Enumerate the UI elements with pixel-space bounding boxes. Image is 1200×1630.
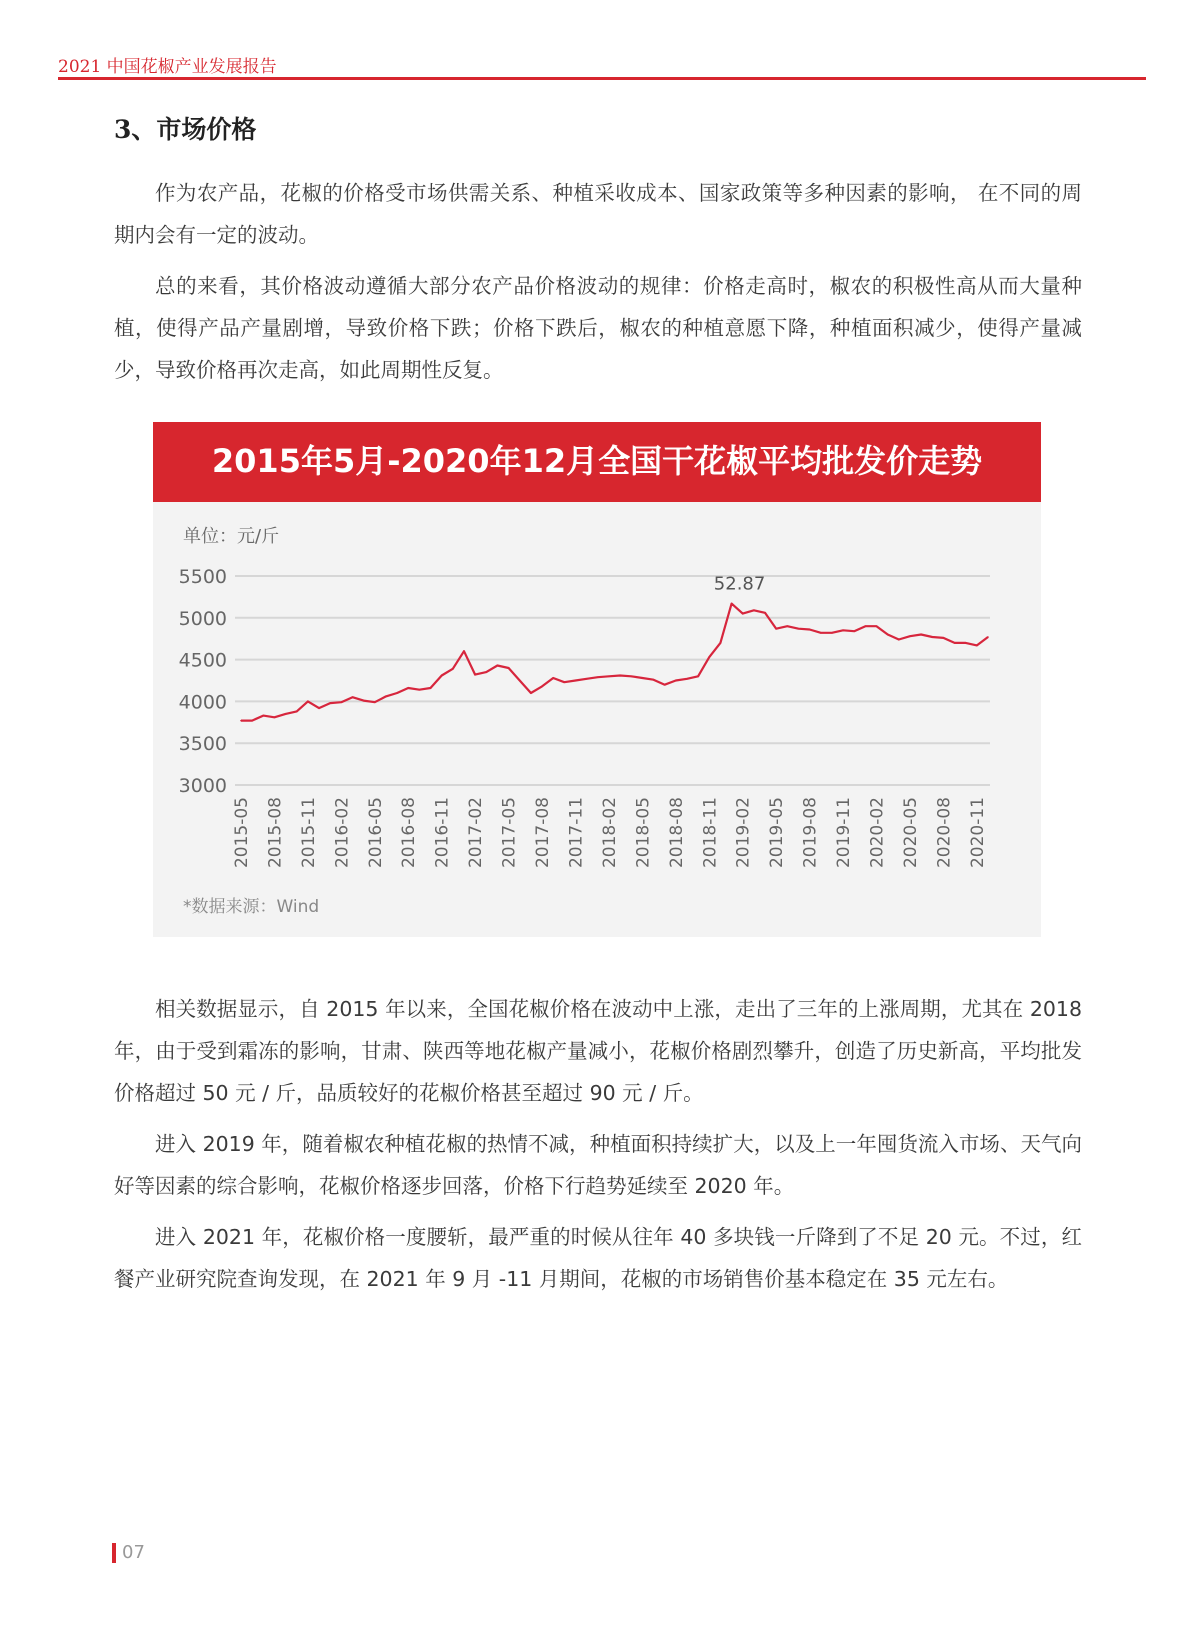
data-point xyxy=(630,676,632,678)
data-point xyxy=(575,680,577,682)
data-point xyxy=(552,677,554,679)
data-point xyxy=(374,701,376,703)
y-tick-label: 3000 xyxy=(178,775,227,797)
x-tick-label: 2015-08 xyxy=(265,797,286,869)
x-tick-label: 2020-02 xyxy=(867,797,888,869)
data-point xyxy=(363,700,365,702)
x-tick-label: 2019-05 xyxy=(767,797,788,869)
y-tick-label: 4500 xyxy=(178,649,227,672)
data-point xyxy=(396,692,398,694)
data-point xyxy=(798,628,800,630)
x-tick-label: 2019-02 xyxy=(733,797,754,869)
data-point xyxy=(274,716,276,718)
data-point xyxy=(842,630,844,632)
data-point xyxy=(285,713,287,715)
data-point xyxy=(865,625,867,627)
x-tick-label: 2015-11 xyxy=(298,797,319,869)
data-point xyxy=(452,668,454,670)
data-point xyxy=(508,667,510,669)
x-tick-label: 2020-05 xyxy=(900,797,921,869)
x-tick-label: 2018-02 xyxy=(599,797,620,869)
y-tick-label: 5000 xyxy=(178,607,227,630)
price-chart xyxy=(153,422,1041,937)
data-point xyxy=(296,711,298,713)
data-point xyxy=(619,675,621,677)
data-point xyxy=(753,609,755,611)
data-point xyxy=(430,687,432,689)
data-point xyxy=(642,677,644,679)
data-point xyxy=(262,715,264,717)
x-tick-label: 2017-08 xyxy=(533,797,554,869)
x-tick-label: 2017-05 xyxy=(499,797,520,869)
data-point xyxy=(530,692,532,694)
data-point xyxy=(597,676,599,678)
data-point xyxy=(876,625,878,627)
data-point xyxy=(653,679,655,681)
data-point xyxy=(352,696,354,698)
data-point xyxy=(987,636,989,638)
data-point xyxy=(943,637,945,639)
data-point xyxy=(485,671,487,673)
x-tick-label: 2017-02 xyxy=(466,797,487,869)
section-title: 3、市场价格 xyxy=(114,115,257,144)
data-point xyxy=(497,665,499,667)
data-point xyxy=(385,696,387,698)
data-point xyxy=(407,687,409,689)
data-point xyxy=(720,642,722,644)
x-tick-label: 2015-05 xyxy=(232,797,252,869)
chart-plot xyxy=(153,422,1041,937)
data-point xyxy=(307,701,309,703)
data-point xyxy=(787,625,789,627)
data-point xyxy=(318,707,320,709)
data-point xyxy=(898,639,900,641)
paragraph: 相关数据显示，自 2015 年以来，全国花椒价格在波动中上涨，走出了三年的上涨周期，尤其在 2018 年，由于受到霜冻的影响，甘肃、陕西等地花椒产量减小，花椒价格剧烈攀升，创造了历史新高，平均批发价格超过 50 元 / 斤，品质较好的花椒价格甚至超过 90 元 / 斤。 xyxy=(114,997,1082,1105)
data-point xyxy=(541,686,543,688)
x-tick-label: 2016-02 xyxy=(332,797,353,869)
data-point xyxy=(887,634,889,636)
peak-label: 52.87 xyxy=(713,573,766,595)
y-tick-label: 3500 xyxy=(178,733,227,756)
data-point xyxy=(820,632,822,634)
data-point xyxy=(853,630,855,632)
chart-unit-label: 单位：元/斤 xyxy=(183,526,280,547)
data-point xyxy=(954,642,956,644)
x-tick-label: 2019-11 xyxy=(834,797,855,869)
data-point xyxy=(608,676,610,678)
data-point xyxy=(742,613,744,615)
data-point xyxy=(764,612,766,614)
running-header-title: 2021 中国花椒产业发展报告 xyxy=(58,57,277,77)
x-tick-label: 2016-08 xyxy=(399,797,420,869)
price-series-line xyxy=(241,604,988,721)
data-point xyxy=(586,678,588,680)
data-point xyxy=(708,656,710,658)
data-point xyxy=(251,720,253,722)
data-point xyxy=(731,603,733,605)
x-tick-label: 2020-11 xyxy=(967,797,988,869)
data-point xyxy=(775,628,777,630)
x-tick-label: 2017-11 xyxy=(566,797,587,869)
data-point xyxy=(441,675,443,677)
x-tick-label: 2020-08 xyxy=(934,797,955,869)
header-rule xyxy=(58,77,1146,80)
data-point xyxy=(831,632,833,634)
data-point xyxy=(976,645,978,647)
data-point xyxy=(463,650,465,652)
data-point xyxy=(240,720,242,722)
data-point xyxy=(965,642,967,644)
chart-title: 2015年5月-2020年12月全国干花椒平均批发价走势 xyxy=(153,422,1041,502)
data-point xyxy=(931,636,933,638)
data-point xyxy=(920,634,922,636)
y-tick-label: 5500 xyxy=(178,566,227,588)
x-tick-label: 2016-11 xyxy=(432,797,453,869)
data-point xyxy=(664,684,666,686)
page-number: 07 xyxy=(112,1543,145,1563)
data-point xyxy=(419,689,421,691)
paragraph: 作为农产品，花椒的价格受市场供需关系、种植采收成本、国家政策等多种因素的影响， 在不同的周期内会有一定的波动。 xyxy=(114,181,1082,247)
x-tick-label: 2019-08 xyxy=(800,797,821,869)
data-point xyxy=(329,702,331,704)
data-point xyxy=(697,676,699,678)
data-point xyxy=(675,680,677,682)
data-point xyxy=(909,635,911,637)
data-point xyxy=(474,674,476,676)
chart-source: *数据来源：Wind xyxy=(183,897,320,917)
data-point xyxy=(564,681,566,683)
data-point xyxy=(686,678,688,680)
y-tick-label: 4000 xyxy=(178,691,227,714)
paragraph: 进入 2021 年，花椒价格一度腰斩，最严重的时候从往年 40 多块钱一斤降到了不足 20 元。不过，红餐产业研究院查询发现，在 2021 年 9 月 -11 月期间，花椒的市场销售价基本稳定在 35 元左右。 xyxy=(114,1225,1082,1291)
paragraph: 总的来看，其价格波动遵循大部分农产品价格波动的规律：价格走高时，椒农的积极性高从而大量种植，使得产品产量剧增，导致价格下跌；价格下跌后，椒农的种植意愿下降，种植面积减少，使得产量减少，导致价格再次走高，如此周期性反复。 xyxy=(114,274,1082,382)
data-point xyxy=(341,701,343,703)
x-tick-label: 2016-05 xyxy=(365,797,386,869)
x-tick-label: 2018-08 xyxy=(666,797,687,869)
x-tick-label: 2018-05 xyxy=(633,797,654,869)
data-point xyxy=(809,629,811,631)
x-tick-label: 2018-11 xyxy=(700,797,721,869)
paragraph: 进入 2019 年，随着椒农种植花椒的热情不减，种植面积持续扩大，以及上一年囤货流入市场、天气向好等因素的综合影响，花椒价格逐步回落，价格下行趋势延续至 2020 年。 xyxy=(114,1132,1082,1198)
data-point xyxy=(519,680,521,682)
